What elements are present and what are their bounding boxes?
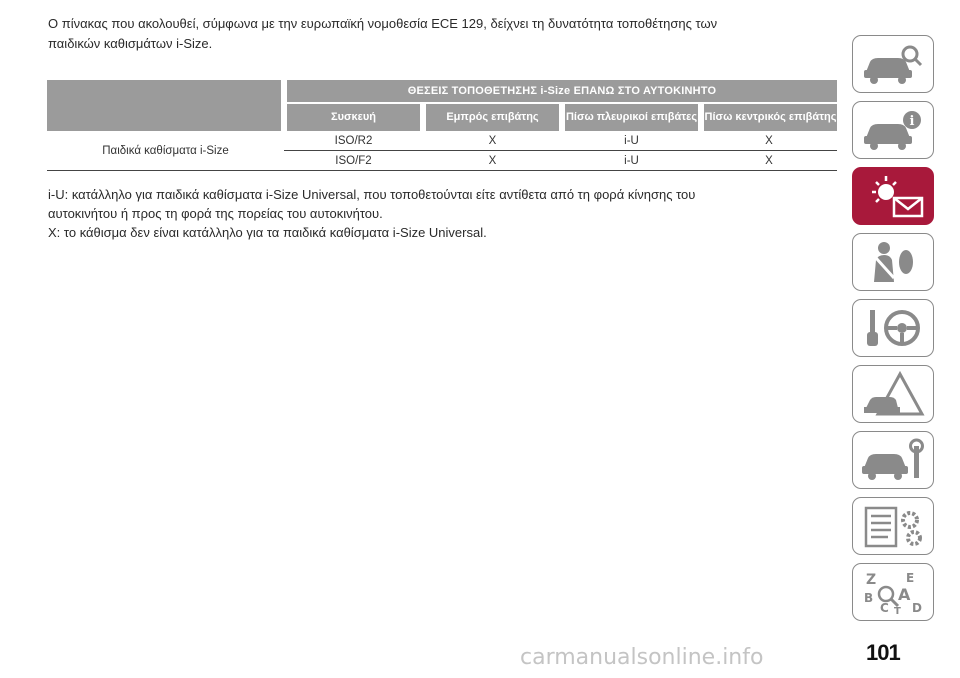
table-cell: X <box>701 151 837 171</box>
car-wrench-icon <box>858 436 928 484</box>
table-corner-header <box>47 80 284 131</box>
column-header-rear-side: Πίσω πλευρικοί επιβάτες <box>562 103 701 131</box>
car-info-icon <box>858 106 928 154</box>
table-main-header: ΘΕΣΕΙΣ ΤΟΠΟΘΕΤΗΣΗΣ i-Size ΕΠΑΝΩ ΣΤΟ ΑΥΤΟΚΙΝΗΤΟ <box>284 80 837 103</box>
list-gears-icon <box>858 502 928 550</box>
watermark: carmanualsonline.info <box>520 645 764 670</box>
svg-text:E: E <box>906 571 915 585</box>
column-header-front-passenger: Εμπρός επιβάτης <box>423 103 562 131</box>
page-number: 101 <box>866 640 900 665</box>
column-header-rear-center: Πίσω κεντρικός επιβάτης <box>701 103 837 131</box>
isize-seat-table <box>47 80 837 171</box>
tab-maintenance[interactable] <box>852 431 934 489</box>
table-cell: i-U <box>562 151 701 171</box>
table-cell: X <box>701 131 837 151</box>
table-cell: X <box>423 151 562 171</box>
tab-lights-messages[interactable] <box>852 167 934 225</box>
intro-line-2: παιδικών καθισμάτων i-Size. <box>48 36 213 51</box>
note-iu-line-2: αυτοκινήτου ή προς τη φορά της πορείας του αυτοκινήτου. <box>48 206 383 221</box>
intro-paragraph <box>48 14 828 54</box>
intro-line-1: Ο πίνακας που ακολουθεί, σύμφωνα με την ευρωπαϊκή νομοθεσία ECE 129, δείχνει τη δυνατότητα τοποθέτησης των <box>48 16 718 31</box>
svg-text:Z: Z <box>866 572 877 588</box>
svg-text:D: D <box>912 601 922 615</box>
key-steering-wheel-icon <box>858 304 928 352</box>
svg-text:A: A <box>898 585 911 604</box>
warning-car-icon <box>858 370 928 418</box>
tab-car-info[interactable] <box>852 101 934 159</box>
tab-technical-data[interactable] <box>852 497 934 555</box>
alphabet-index-icon <box>858 568 928 616</box>
tab-driving[interactable] <box>852 299 934 357</box>
tab-car-search[interactable] <box>852 35 934 93</box>
tab-safety[interactable] <box>852 233 934 291</box>
svg-text:i: i <box>909 114 915 129</box>
tab-index[interactable] <box>852 563 934 621</box>
notes-section <box>48 185 838 242</box>
svg-text:B: B <box>864 591 874 605</box>
table-cell: ISO/R2 <box>284 131 423 151</box>
svg-text:T: T <box>894 606 901 616</box>
light-mail-icon <box>858 172 928 220</box>
table-cell: ISO/F2 <box>284 151 423 171</box>
column-header-device: Συσκευή <box>284 103 423 131</box>
row-label-isize: Παιδικά καθίσματα i-Size <box>47 131 284 171</box>
chapter-tabs <box>852 35 936 629</box>
seatbelt-airbag-icon <box>858 238 928 286</box>
car-search-icon <box>858 40 928 88</box>
tab-emergency[interactable] <box>852 365 934 423</box>
table-cell: i-U <box>562 131 701 151</box>
table-row <box>47 131 837 151</box>
svg-text:C: C <box>880 601 889 615</box>
note-x: X: το κάθισμα δεν είναι κατάλληλο για τα παιδικά καθίσματα i-Size Universal. <box>48 225 487 240</box>
note-iu-line-1: i-U: κατάλληλο για παιδικά καθίσματα i-Size Universal, που τοποθετούνται είτε αντίθετα από τη φορά κίνησης του <box>48 187 696 202</box>
table-cell: X <box>423 131 562 151</box>
